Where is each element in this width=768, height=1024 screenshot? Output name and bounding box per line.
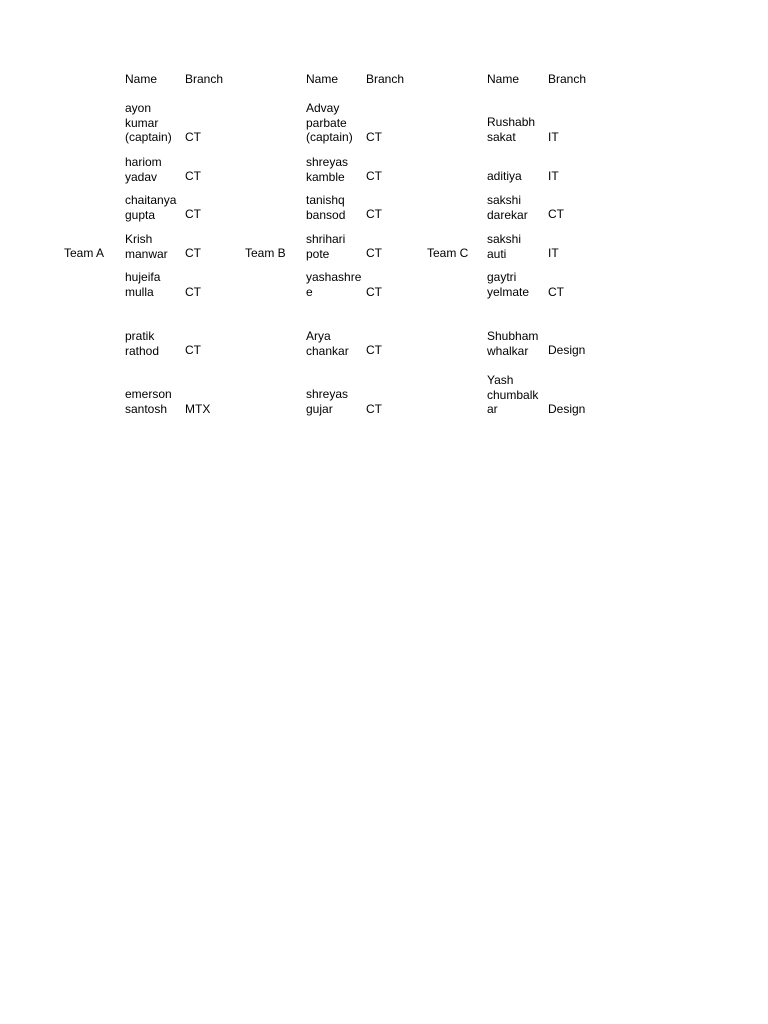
team-c-branch-header: Branch [548, 72, 587, 86]
team-a-member-7-branch: MTX [185, 402, 211, 416]
team-b-label: Team B [245, 246, 286, 260]
team-c-member-7-name: Yash chumbalk ar [487, 373, 539, 416]
team-c-member-2-branch: IT [548, 169, 559, 183]
team-a-member-2-branch: CT [185, 169, 201, 183]
team-a-member-2-name: hariom yadav [125, 155, 162, 184]
team-a-name-header: Name [125, 72, 158, 86]
team-a-member-4-branch: CT [185, 246, 201, 260]
team-a-member-5-branch: CT [185, 285, 201, 299]
team-c-member-2-name: aditiya [487, 169, 522, 183]
team-a-member-3-name: chaitanya gupta [125, 193, 177, 222]
team-b-member-5-name: yashashre e [306, 270, 362, 299]
team-b-member-4-name: shrihari pote [306, 232, 346, 261]
team-b-branch-header: Branch [366, 72, 405, 86]
team-a-member-1-branch: CT [185, 130, 201, 144]
team-a-member-3-branch: CT [185, 207, 201, 221]
team-b-member-3-name: tanishq bansod [306, 193, 346, 222]
team-b-name-header: Name [306, 72, 339, 86]
team-b-member-1-branch: CT [366, 130, 382, 144]
team-c-label: Team C [427, 246, 469, 260]
team-c-name-header: Name [487, 72, 520, 86]
team-c-member-6-branch: Design [548, 343, 586, 357]
team-a-member-6-name: pratik rathod [125, 329, 160, 358]
team-a-label: Team A [64, 246, 105, 260]
team-a-member-4-name: Krish manwar [125, 232, 168, 261]
team-b-member-1-name: Advay parbate (captain) [306, 101, 353, 144]
team-c-member-1-name: Rushabh sakat [487, 115, 536, 144]
team-c-member-6-name: Shubham whalkar [487, 329, 539, 358]
team-b-member-2-branch: CT [366, 169, 382, 183]
team-a-member-6-branch: CT [185, 343, 201, 357]
team-c-member-5-branch: CT [548, 285, 564, 299]
team-a-member-5-name: hujeifa mulla [125, 270, 161, 299]
team-a-member-1-name: ayon kumar (captain) [125, 101, 172, 144]
team-b-member-7-branch: CT [366, 402, 382, 416]
team-c-member-4-branch: IT [548, 246, 559, 260]
team-b-member-6-branch: CT [366, 343, 382, 357]
team-a-branch-header: Branch [185, 72, 224, 86]
team-a-member-7-name: emerson santosh [125, 387, 172, 416]
team-c-member-4-name: sakshi auti [487, 232, 522, 261]
team-b-member-2-name: shreyas kamble [306, 155, 349, 184]
team-b-member-5-branch: CT [366, 285, 382, 299]
team-c-member-7-branch: Design [548, 402, 586, 416]
team-c-member-3-branch: CT [548, 207, 564, 221]
team-b-member-4-branch: CT [366, 246, 382, 260]
team-c-member-3-name: sakshi darekar [487, 193, 528, 222]
team-b-member-7-name: shreyas gujar [306, 387, 349, 416]
team-b-member-6-name: Arya chankar [306, 329, 349, 358]
team-c-member-5-name: gaytri yelmate [487, 270, 530, 299]
team-b-member-3-branch: CT [366, 207, 382, 221]
team-c-member-1-branch: IT [548, 130, 559, 144]
